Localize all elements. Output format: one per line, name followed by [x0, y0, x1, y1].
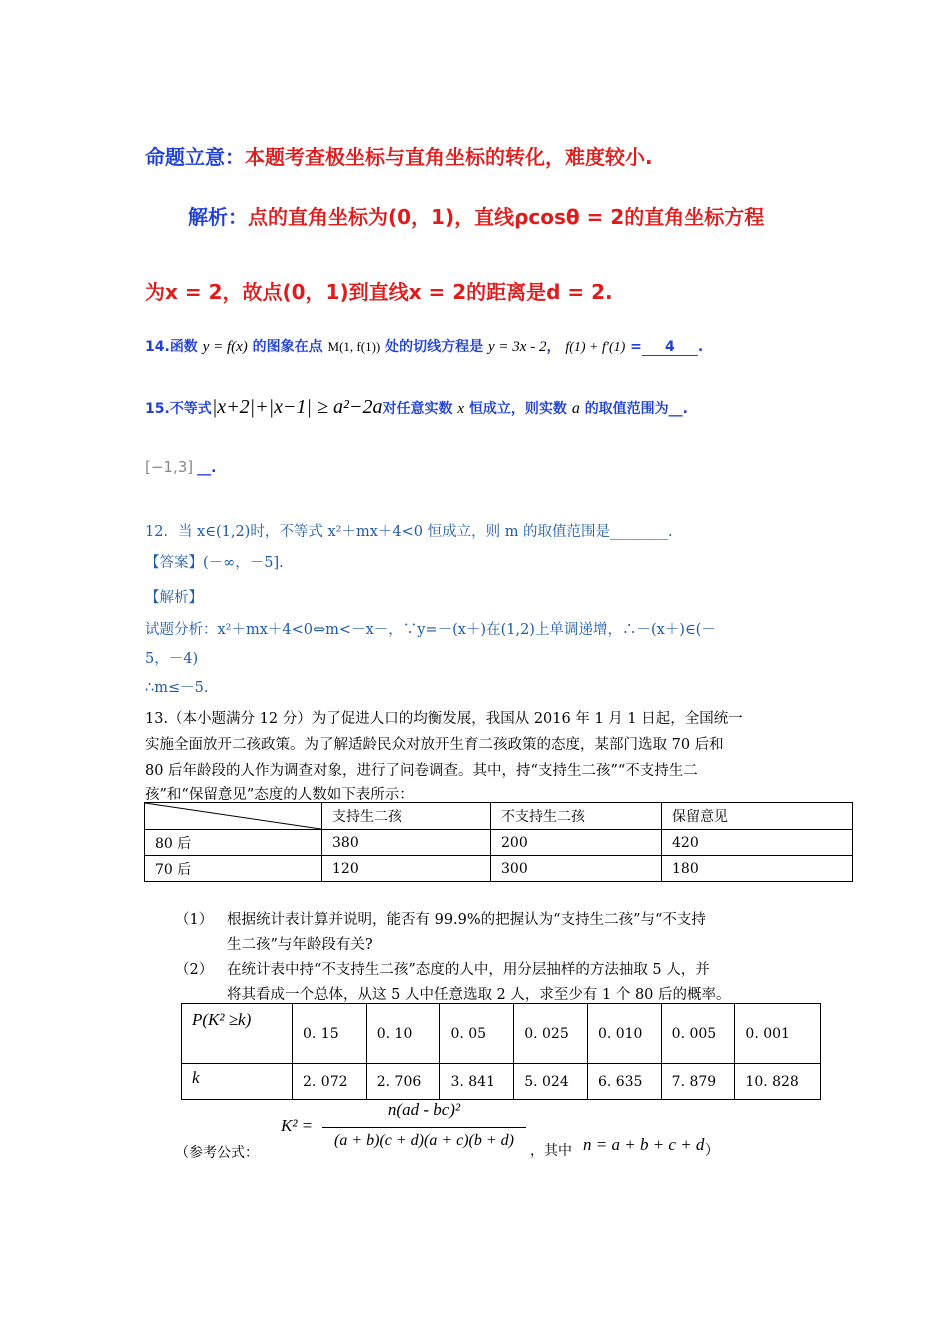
- q13-line-3: 80 后年龄段的人作为调查对象，进行了问卷调查。其中，持“支持生二孩”“不支持生二: [145, 763, 698, 779]
- q14-sep: ，: [546, 339, 561, 355]
- solution-line-1: [188, 201, 764, 230]
- q14-f2: y = 3x - 2: [488, 339, 547, 355]
- q14-t3: 处的切线方程是: [385, 339, 484, 355]
- q13-p2-a: 在统计表中持“不支持生二孩”态度的人中，用分层抽样的方法抽取 5 人，并: [227, 962, 710, 978]
- table-row: [182, 1064, 821, 1100]
- q14-f1: y = f(x): [202, 339, 248, 355]
- q15-answer: [−1,3]: [145, 458, 194, 476]
- q14-prefix: 14.: [145, 339, 170, 355]
- q13-p1-a: 根据统计表计算并说明，能否有 99.9%的把握认为“支持生二孩”与“不支持: [227, 912, 706, 928]
- q13-p2-b: 将其看成一个总体，从这 5 人中任意选取 2 人，求至少有 1 个 80 后的概率。: [227, 987, 731, 1003]
- formula-denominator: (a + b)(c + d)(a + c)(b + d): [333, 1132, 514, 1149]
- question-14: [145, 336, 703, 356]
- q15-prefix: 15.: [145, 401, 170, 417]
- formula-end: ）: [705, 1143, 719, 1159]
- q12-analysis-1: 试题分析：x²＋mx＋4<0⇔m<－x－，∵y=－(x＋)在(1,2)上单调递增，∴－(x＋)∈(－: [145, 622, 716, 638]
- k-row2-label: k: [182, 1064, 293, 1100]
- q12-analysis-label: 【解析】: [145, 590, 203, 606]
- q14-f3: f(1) + f′(1): [565, 340, 626, 355]
- table-cell: 80 后: [145, 830, 322, 856]
- q13-p1-b: 生二孩”与年龄段有关?: [227, 937, 373, 953]
- table-cell: 7. 879: [661, 1064, 735, 1100]
- table-cell: 200: [491, 830, 662, 856]
- solution-text-1: 点的直角坐标为(0，1)，直线ρcosθ = 2的直角坐标方程: [248, 205, 765, 229]
- q15-a: a: [571, 400, 580, 417]
- table-header: 支持生二孩: [322, 803, 491, 830]
- question-15: [145, 396, 688, 419]
- table-cell: 70 后: [145, 856, 322, 882]
- intent-text: 本题考查极坐标与直角坐标的转化，难度较小.: [245, 145, 653, 169]
- intent-label: 命题立意：: [145, 145, 245, 169]
- solution-label: 解析：: [188, 205, 248, 229]
- k-row1-label: P(K² ≥k): [182, 1004, 293, 1064]
- formula-n: n = a + b + c + d: [583, 1135, 705, 1154]
- table-cell: 0. 15: [293, 1004, 367, 1064]
- q12-analysis-3: ∴m≤－5.: [145, 680, 209, 696]
- formula-prefix: （参考公式：: [175, 1145, 259, 1161]
- q15-t2: 对任意实数: [382, 401, 453, 417]
- table-cell: 0. 005: [661, 1004, 735, 1064]
- table-cell: 2. 706: [366, 1064, 440, 1100]
- q15-inequality: |x+2|+|x−1| ≥ a²−2a: [211, 396, 383, 418]
- table-cell: 0. 001: [735, 1004, 821, 1064]
- q14-eq: =: [630, 339, 642, 355]
- table-header: 不支持生二孩: [491, 803, 662, 830]
- table-row: [145, 803, 853, 830]
- k-table: [181, 1003, 821, 1100]
- q13-p2-num: （2）: [175, 962, 214, 978]
- table-cell: 180: [662, 856, 853, 882]
- q14-answer: 4: [642, 339, 698, 356]
- table-cell: 2. 072: [293, 1064, 367, 1100]
- q14-t2: 的图象在点: [252, 339, 323, 355]
- formula-numerator: n(ad - bc)²: [387, 1100, 461, 1119]
- table-row: [182, 1004, 821, 1064]
- table-header: 保留意见: [662, 803, 853, 830]
- table-cell: 0. 05: [440, 1004, 514, 1064]
- q15-answer-line: [145, 458, 216, 476]
- q15-end: __.: [197, 460, 217, 476]
- q14-m: M(1, f(1)): [327, 339, 381, 354]
- q14-end: .: [697, 339, 704, 355]
- q13-p1-num: （1）: [175, 912, 214, 928]
- table-cell: 5. 024: [514, 1064, 588, 1100]
- table-cell: 0. 010: [587, 1004, 661, 1064]
- table-cell: 120: [322, 856, 491, 882]
- q13-line-1: 13.（本小题满分 12 分）为了促进人口的均衡发展，我国从 2016 年 1 月 1 日起，全国统一: [145, 711, 743, 727]
- table-cell: 420: [662, 830, 853, 856]
- table-row: [145, 830, 853, 856]
- formula-mid: ，其中: [530, 1143, 572, 1159]
- q13-line-2: 实施全面放开二孩政策。为了解适龄民众对放开生育二孩政策的态度，某部门选取 70 后和: [145, 737, 724, 753]
- table-cell: 6. 635: [587, 1064, 661, 1100]
- diagonal-line: [145, 803, 321, 829]
- table-cell: 10. 828: [735, 1064, 821, 1100]
- q12-analysis-2: 5，－4): [145, 651, 199, 667]
- q13-line-4: 孩”和“保留意见”态度的人数如下表所示：: [145, 787, 414, 803]
- q14-t1: 函数: [169, 339, 198, 355]
- table-row: [145, 856, 853, 882]
- formula-lhs: K² =: [281, 1116, 314, 1135]
- intent-line: [145, 141, 653, 170]
- attitude-table: [144, 802, 853, 882]
- q12-question: 12．当 x∈(1,2)时，不等式 x²＋mx＋4<0 恒成立，则 m 的取值范围是________.: [145, 524, 673, 540]
- q15-t1: 不等式: [169, 401, 212, 417]
- table-cell: 0. 10: [366, 1004, 440, 1064]
- table-cell: 0. 025: [514, 1004, 588, 1064]
- q15-t4: 的取值范围为__.: [584, 401, 689, 417]
- q15-t3: 恒成立，则实数: [468, 401, 567, 417]
- solution-text-2: 为x = 2，故点(0，1)到直线x = 2的距离是d = 2.: [145, 280, 613, 304]
- fraction-bar: [322, 1127, 526, 1128]
- q12-answer: 【答案】(－∞，－5].: [145, 555, 284, 571]
- table-cell: 300: [491, 856, 662, 882]
- table-cell: 380: [322, 830, 491, 856]
- q15-x: x: [457, 401, 465, 417]
- table-cell: 3. 841: [440, 1064, 514, 1100]
- table-corner-cell: [145, 803, 322, 830]
